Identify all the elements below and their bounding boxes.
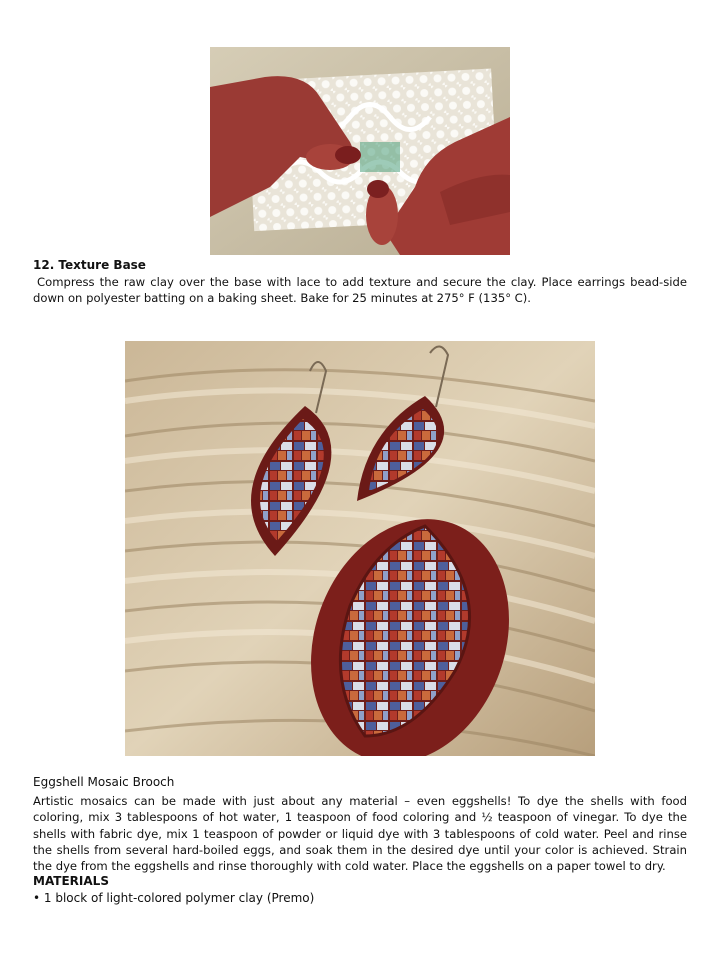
materials-heading: MATERIALS xyxy=(33,874,109,888)
project-title: Eggshell Mosaic Brooch xyxy=(33,775,175,789)
step-text: Compress the raw clay over the base with lace to add texture and secure the clay. Place earrings bead-side down on polyester batting on a baking sheet. Bake for 25 minutes at 275° F (135° C). xyxy=(33,275,687,306)
lace-texture-photo xyxy=(210,47,510,255)
mosaic-jewelry-photo xyxy=(125,341,595,756)
materials-list-item: • 1 block of light-colored polymer clay (Premo) xyxy=(33,891,315,905)
step-title: 12. Texture Base xyxy=(33,258,146,272)
project-description: Artistic mosaics can be made with just about any material – even eggshells! To dye the shells with food coloring, mix 3 tablespoons of hot water, 1 teaspoon of food coloring and ½ teaspoon of vinegar. To dye the shells with fabric dye, mix 1 teaspoon of powder or liquid dye with 3 tablespoons of cold water. Peel and rinse the shells from several hard-boiled eggs, and soak them in the desired dye until your color is achieved. Strain the dye from the eggshells and rinse thoroughly with cold water. Place the eggshells on a paper towel to dry. xyxy=(33,794,687,874)
